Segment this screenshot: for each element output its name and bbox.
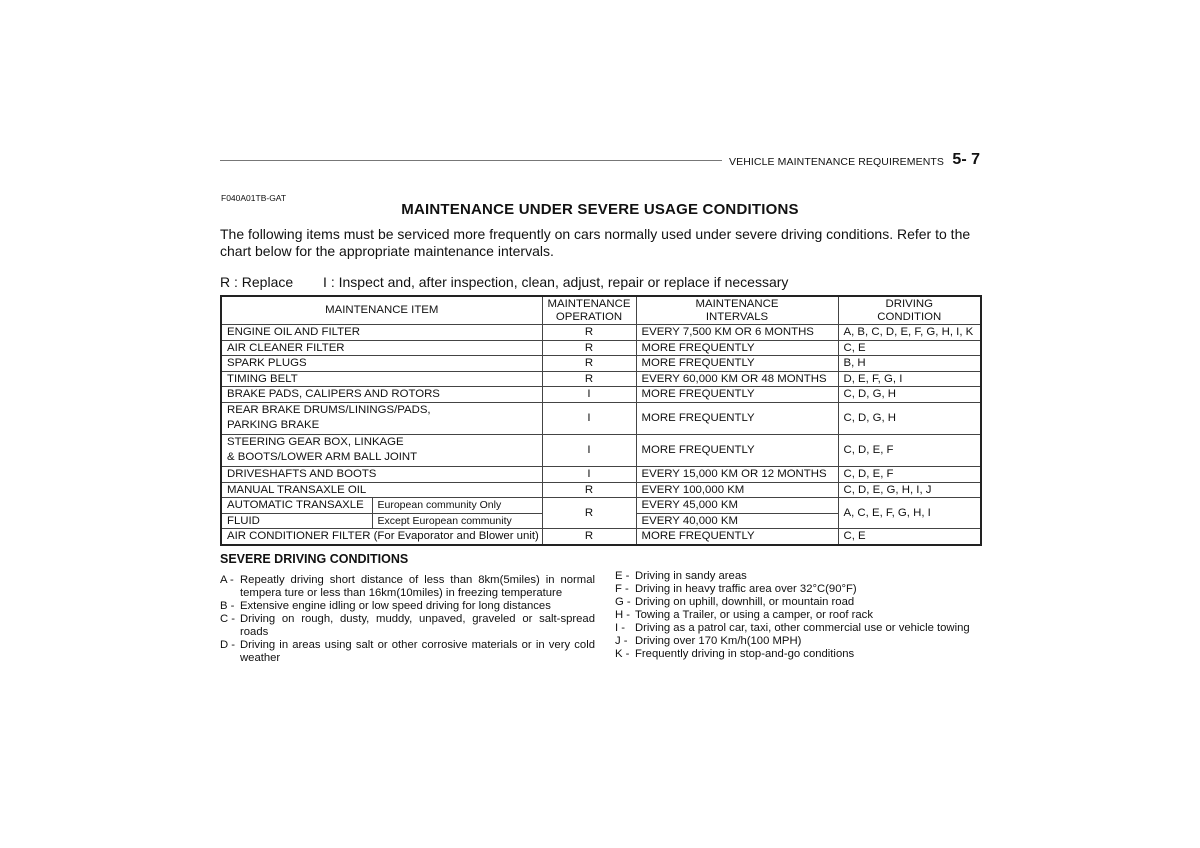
row-condition: C, E (838, 340, 981, 356)
row-interval: EVERY 15,000 KM OR 12 MONTHS (636, 466, 838, 482)
auto-transaxle-interval-1: EVERY 45,000 KM (636, 498, 838, 514)
header-section-title: VEHICLE MAINTENANCE REQUIREMENTS (729, 156, 944, 168)
row-item: STEERING GEAR BOX, LINKAGE & BOOTS/LOWER ARM BALL JOINT (221, 434, 542, 466)
auto-transaxle-sub-2: Except European community (372, 513, 542, 529)
severe-conditions-right (615, 570, 985, 661)
header-operation: MAINTENANCE OPERATION (542, 296, 636, 325)
table-row (221, 402, 981, 434)
page-number: 5- 7 (952, 151, 980, 168)
condition-item: H - Towing a Trailer, or using a camper, or roof rack (615, 609, 873, 621)
row-item: MANUAL TRANSAXLE OIL (221, 482, 542, 498)
row-interval: EVERY 60,000 KM OR 48 MONTHS (636, 371, 838, 387)
row-interval: MORE FREQUENTLY (636, 356, 838, 372)
row-operation: R (542, 340, 636, 356)
auto-transaxle-sub-1: European community Only (372, 498, 542, 514)
row-condition: C, E (838, 529, 981, 545)
table-row (221, 356, 981, 372)
row-operation: I (542, 434, 636, 466)
condition-item: F - Driving in heavy traffic area over 32°C(90°F) (615, 583, 857, 595)
row-operation: R (542, 325, 636, 341)
condition-item: E - Driving in sandy areas (615, 570, 747, 582)
row-interval: MORE FREQUENTLY (636, 402, 838, 434)
row-condition: C, D, E, G, H, I, J (838, 482, 981, 498)
row-condition: D, E, F, G, I (838, 371, 981, 387)
row-operation: R (542, 356, 636, 372)
severe-conditions-left (220, 574, 595, 665)
severe-conditions-title: SEVERE DRIVING CONDITIONS (220, 552, 409, 566)
condition-item: K - Frequently driving in stop-and-go conditions (615, 648, 855, 660)
row-item: AIR CLEANER FILTER (221, 340, 542, 356)
auto-transaxle-item-1: AUTOMATIC TRANSAXLE (221, 498, 372, 514)
intro-paragraph: The following items must be serviced more frequently on cars normally used under severe driving conditions. Refer to the chart below for the appropriate maintenance intervals. (220, 226, 971, 259)
header-condition: DRIVING CONDITION (838, 296, 981, 325)
row-interval: EVERY 100,000 KM (636, 482, 838, 498)
row-condition: C, D, G, H (838, 387, 981, 403)
table-row (221, 340, 981, 356)
table-row (221, 466, 981, 482)
auto-transaxle-operation: R (542, 498, 636, 529)
auto-transaxle-condition: A, C, E, F, G, H, I (838, 498, 981, 529)
row-operation: I (542, 402, 636, 434)
legend-inspect: I : Inspect and, after inspection, clean, adjust, repair or replace if necessary (323, 274, 789, 290)
table-row (221, 387, 981, 403)
row-interval: MORE FREQUENTLY (636, 387, 838, 403)
row-operation: R (542, 529, 636, 545)
auto-transaxle-item-2: FLUID (221, 513, 372, 529)
row-condition: A, B, C, D, E, F, G, H, I, K (838, 325, 981, 341)
legend (220, 274, 788, 290)
row-operation: R (542, 371, 636, 387)
row-item: AIR CONDITIONER FILTER (For Evaporator and Blower unit) (221, 529, 542, 545)
condition-item: B - Extensive engine idling or low speed driving for long distances (220, 600, 551, 612)
condition-item: G - Driving on uphill, downhill, or mountain road (615, 596, 855, 608)
row-interval: MORE FREQUENTLY (636, 434, 838, 466)
table-row (221, 371, 981, 387)
maintenance-table (220, 295, 982, 546)
row-item: SPARK PLUGS (221, 356, 542, 372)
row-condition: C, D, E, F (838, 466, 981, 482)
row-item: BRAKE PADS, CALIPERS AND ROTORS (221, 387, 542, 403)
table-row-auto-transaxle (221, 498, 981, 514)
row-item: DRIVESHAFTS AND BOOTS (221, 466, 542, 482)
row-item: ENGINE OIL AND FILTER (221, 325, 542, 341)
row-interval: MORE FREQUENTLY (636, 340, 838, 356)
row-operation: R (542, 482, 636, 498)
document-code: F040A01TB-GAT (221, 193, 287, 203)
table-row (221, 482, 981, 498)
header-rule (220, 160, 722, 161)
row-interval: EVERY 7,500 KM OR 6 MONTHS (636, 325, 838, 341)
row-item: REAR BRAKE DRUMS/LININGS/PADS, PARKING BRAKE (221, 402, 542, 434)
legend-replace: R : Replace (220, 274, 294, 290)
row-operation: I (542, 466, 636, 482)
page-title: MAINTENANCE UNDER SEVERE USAGE CONDITIONS (401, 201, 799, 218)
table-header-row (221, 296, 981, 325)
header-item: MAINTENANCE ITEM (221, 296, 542, 325)
condition-item: D - Driving in areas using salt or other corrosive materials or in very cold weather (220, 639, 595, 664)
row-condition: B, H (838, 356, 981, 372)
table-row (221, 529, 981, 545)
condition-item: A - Repeatly driving short distance of less than 8km(5miles) in normal tempera ture or less than 16km(10miles) in freezing temperature (220, 574, 595, 599)
table-row (221, 434, 981, 466)
condition-item: C - Driving on rough, dusty, muddy, unpaved, graveled or salt-spread roads (220, 613, 595, 638)
condition-item: J - Driving over 170 Km/h(100 MPH) (615, 635, 802, 647)
row-interval: MORE FREQUENTLY (636, 529, 838, 545)
row-operation: I (542, 387, 636, 403)
table-row (221, 325, 981, 341)
header-intervals: MAINTENANCE INTERVALS (636, 296, 838, 325)
row-item: TIMING BELT (221, 371, 542, 387)
condition-item: I - Driving as a patrol car, taxi, other commercial use or vehicle towing (615, 622, 970, 634)
row-condition: C, D, E, F (838, 434, 981, 466)
auto-transaxle-interval-2: EVERY 40,000 KM (636, 513, 838, 529)
row-condition: C, D, G, H (838, 402, 981, 434)
